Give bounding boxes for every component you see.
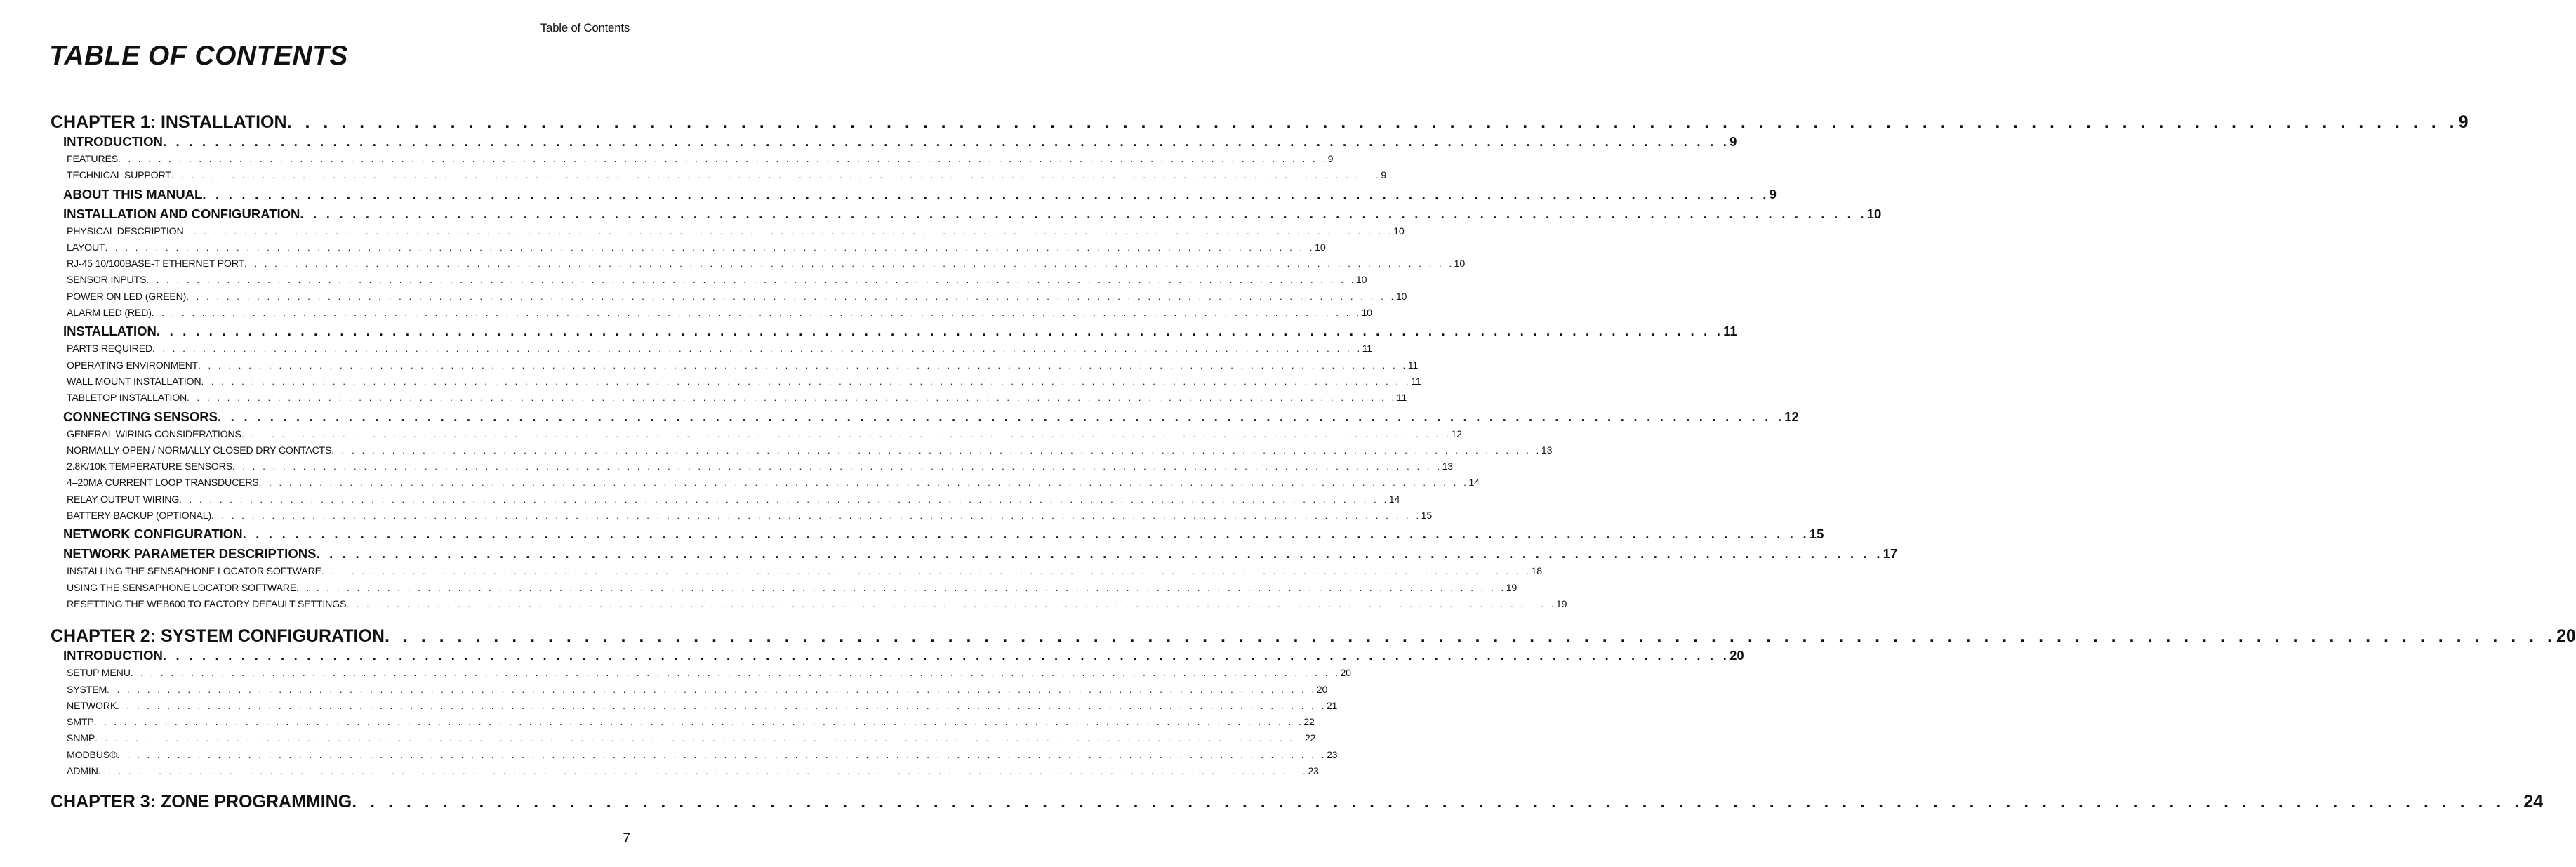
- page-title: TABLE OF CONTENTS: [49, 41, 348, 71]
- dot-leader: . . . . . . . . . . . . . . . . . . . . . . . . . . . . . . . . . . . . . . . . . . . . . . . . . . . . . . . . . . . . . . . . . . . . . . . . . . . . . . . . . . . . . . . . . . . . . . . . . . . . . . . . . . . . . . . . . . . . . . . .: [130, 668, 1341, 679]
- toc-entry-page: 11: [1407, 359, 1419, 371]
- dot-leader: . . . . . . . . . . . . . . . . . . . . . . . . . . . . . . . . . . . . . . . . . . . . . . . . . . . . . . . . . . . . . . . . . . . . . . . . . . . . . . . . . . . . . . . . . . . . . . . . . . . . . . . . . . . . . . . . . . . . . . . .: [152, 343, 1362, 355]
- running-header: Table of Contents: [540, 21, 630, 34]
- toc-item-entry[interactable]: [51, 510, 1433, 527]
- toc-entry-page: 20: [2556, 626, 2576, 647]
- dot-leader: . . . . . . . . . . . . . . . . . . . . . . . . . . . . . . . . . . . . . . . . . . . . . . . . . . . . . . . . . . . . . . . . . . . . . . . . . . . . . . . . . . . . . . . . . . . . . . . . . . . . . . . . . . . . . . . . . . . . . . . .: [117, 749, 1327, 760]
- dot-leader: . . . . . . . . . . . . . . . . . . . . . . . . . . . . . . . . . . . . . . . . . . . . . . . . . . . . . . . . . . . . . . . . . . . . . . . . . . . . . . . . . . . . . . . . . . . . . . . . . . . . . . . . . . . . . . . . . . . . . . . .: [217, 409, 1785, 424]
- toc-entry-page: 10: [1315, 241, 1326, 253]
- toc-entry-page: 19: [1555, 598, 1567, 610]
- toc-entry-label: MODBUS®: [67, 749, 117, 761]
- toc-entry-page: 24: [2523, 792, 2544, 812]
- toc-entry-label: TECHNICAL SUPPORT: [67, 170, 171, 182]
- toc-item-entry[interactable]: [51, 444, 1553, 461]
- toc-entry-label: SYSTEM: [67, 684, 107, 696]
- toc-entry-page: 12: [1451, 428, 1462, 440]
- toc-section-entry[interactable]: [51, 324, 1737, 343]
- toc-entry-label: LAYOUT: [67, 241, 105, 253]
- dot-leader: . . . . . . . . . . . . . . . . . . . . . . . . . . . . . . . . . . . . . . . . . . . . . . . . . . . . . . . . . . . . . . . . . . . . . . . . . . . . . . . . . . . . . . . . . . . . . . . . . . . . . . . . . . . . . . . . . . . . . . . .: [346, 598, 1556, 609]
- toc-entry-label: ABOUT THIS MANUAL: [63, 186, 203, 201]
- toc-entry-label: NETWORK PARAMETER DESCRIPTIONS: [63, 546, 317, 562]
- dot-leader: . . . . . . . . . . . . . . . . . . . . . . . . . . . . . . . . . . . . . . . . . . . . . . . . . . . . . . . . . . . . . . . . . . . . . . . . . . . . . . . . . . . . . . . . . . . . . . . . . . . . . . . . . . . . . . . . . . . . . . . .: [162, 134, 1730, 149]
- toc-entry-page: 10: [1866, 206, 1882, 221]
- toc-section-entry[interactable]: [51, 409, 1799, 429]
- toc-entry-page: 20: [1316, 684, 1328, 696]
- toc-item-entry[interactable]: [51, 258, 1466, 274]
- toc-entry-page: 9: [2458, 112, 2469, 132]
- toc-entry-label: GENERAL WIRING CONSIDERATIONS: [67, 428, 241, 440]
- toc-entry-label: BATTERY BACKUP (OPTIONAL): [67, 510, 212, 522]
- toc-entry-label: WALL MOUNT INSTALLATION: [67, 376, 201, 388]
- dot-leader: . . . . . . . . . . . . . . . . . . . . . . . . . . . . . . . . . . . . . . . . . . . . . . . . . . . . . . . . . . . . . . . . . . . . . . . . . . . . . . . . . . . . . . . . . . . . . . . . . . . . . . . . . . . . . . . . . . . . . . . .: [183, 225, 1394, 237]
- toc-entry-label: POWER ON LED (GREEN): [67, 291, 187, 303]
- toc-item-entry[interactable]: [51, 428, 1462, 445]
- toc-entry-label: SNMP: [67, 733, 95, 745]
- toc-entry-label: RJ-45 10/100BASE-T ETHERNET PORT: [67, 258, 245, 270]
- toc-entry-page: 20: [1729, 648, 1744, 663]
- toc-item-entry[interactable]: [51, 717, 1315, 733]
- dot-leader: . . . . . . . . . . . . . . . . . . . . . . . . . . . . . . . . . . . . . . . . . . . . . . . . . . . . . . . . . . . . . . . . . . . . . . . . . . . . . . . . . . . . . . . . . . . . . . . . . . . . . . . . . . . . . . . . . . . . . . . .: [95, 733, 1305, 744]
- dot-leader: . . . . . . . . . . . . . . . . . . . . . . . . . . . . . . . . . . . . . . . . . . . . . . . . . . . . . . . . . . . . . . . . . . . . . . . . . . . . . . . . . . . . . . . . . . . . . . . . . . . . . . . . . . . . . . . . . . . . . . . .: [117, 700, 1327, 711]
- toc-item-entry[interactable]: [51, 477, 1480, 494]
- dot-leader: . . . . . . . . . . . . . . . . . . . . . . . . . . . . . . . . . . . . . . . . . . . . . . . . . . . . . . . . . . . . . . . . . . . . . . . . . . . . . . . . . . . . . . . . . . . . . . . . . . . . . . . . . . . . . . . . . . . . . . . .: [93, 717, 1304, 728]
- dot-leader: . . . . . . . . . . . . . . . . . . . . . . . . . . . . . . . . . . . . . . . . . . . . . . . . . . . . . . . . . . . . . . . . . . . . . . . . . . . . . . . . . . . . . . . . . . . . . . . . . . . . . . . . . . . . . . . . . . . . . . . .: [201, 376, 1412, 387]
- toc-entry-page: 10: [1355, 274, 1367, 286]
- toc-entry-page: 10: [1361, 307, 1372, 319]
- dot-leader: . . . . . . . . . . . . . . . . . . . . . . . . . . . . . . . . . . . . . . . . . . . . . . . . . . . . . . . . . . . . . . . . . . . . . . . . . . . . . . . . . . . . . . . . . . . . . . . . . . . . . . . . . . . . . . . . . . . . . . . .: [118, 154, 1328, 164]
- toc-entry-page: 10: [1395, 291, 1407, 303]
- toc-item-entry[interactable]: [51, 154, 1334, 170]
- dot-leader: . . . . . . . . . . . . . . . . . . . . . . . . . . . . . . . . . . . . . . . . . . . . . . . . . . . . . . . . . . . . . . . . . . . . . . . . . . . . . . . . . . . . . . . . . . . . . . . . . . . . . . . . . . . . . . . . . . . . . . . .: [242, 527, 1810, 542]
- toc-item-entry[interactable]: [51, 307, 1372, 324]
- page-number: 7: [623, 831, 630, 846]
- toc-item-entry[interactable]: [51, 343, 1372, 359]
- toc-entry-label: PHYSICAL DESCRIPTION: [67, 225, 184, 237]
- dot-leader: . . . . . . . . . . . . . . . . . . . . . . . . . . . . . . . . . . . . . . . . . . . . . . . . . . . . . . . . . . . . . . . . . . . . . . . . . . . . . . . . . . . . . . . . . . . . . . . . . . . . . . . . . . . . . . . . . . . . . . . .: [156, 324, 1724, 339]
- toc-entry-label: 2.8K/10K TEMPERATURE SENSORS: [67, 461, 232, 473]
- dot-leader: . . . . . . . . . . . . . . . . . . . . . . . . . . . . . . . . . . . . . . . . . . . . . . . . . . . . . . . . . . . . . . . . . . . . . . . . . . . . . . . . . . . . . . . . . . . . . . . . . . . . . . . . . . . . . . . . . . . . . . . .: [286, 112, 2459, 132]
- toc-entry-page: 22: [1303, 717, 1315, 729]
- dot-leader: . . . . . . . . . . . . . . . . . . . . . . . . . . . . . . . . . . . . . . . . . . . . . . . . . . . . . . . . . . . . . . . . . . . . . . . . . . . . . . . . . . . . . . . . . . . . . . . . . . . . . . . . . . . . . . . . . . . . . . . .: [296, 582, 1506, 593]
- toc-item-entry[interactable]: [51, 376, 1421, 392]
- dot-leader: . . . . . . . . . . . . . . . . . . . . . . . . . . . . . . . . . . . . . . . . . . . . . . . . . . . . . . . . . . . . . . . . . . . . . . . . . . . . . . . . . . . . . . . . . . . . . . . . . . . . . . . . . . . . . . . . . . . . . . . .: [162, 648, 1730, 663]
- toc-section-entry[interactable]: [51, 648, 1744, 668]
- toc-entry-label: TABLETOP INSTALLATION: [67, 392, 187, 404]
- dot-leader: . . . . . . . . . . . . . . . . . . . . . . . . . . . . . . . . . . . . . . . . . . . . . . . . . . . . . . . . . . . . . . . . . . . . . . . . . . . . . . . . . . . . . . . . . . . . . . . . . . . . . . . . . . . . . . . . . . . . . . . .: [186, 291, 1396, 302]
- toc-chapter-entry[interactable]: [51, 626, 2576, 648]
- toc-entry-label: OPERATING ENVIRONMENT: [67, 359, 199, 371]
- toc-item-entry[interactable]: [51, 274, 1367, 291]
- toc-entry-label: SMTP: [67, 717, 94, 729]
- toc-entry-page: 15: [1421, 510, 1433, 522]
- dot-leader: . . . . . . . . . . . . . . . . . . . . . . . . . . . . . . . . . . . . . . . . . . . . . . . . . . . . . . . . . . . . . . . . . . . . . . . . . . . . . . . . . . . . . . . . . . . . . . . . . . . . . . . . . . . . . . . . . . . . . . . .: [321, 566, 1532, 577]
- toc-section-entry[interactable]: [51, 546, 1898, 566]
- dot-leader: . . . . . . . . . . . . . . . . . . . . . . . . . . . . . . . . . . . . . . . . . . . . . . . . . . . . . . . . . . . . . . . . . . . . . . . . . . . . . . . . . . . . . . . . . . . . . . . . . . . . . . . . . . . . . . . . . . . . . . . .: [211, 510, 1421, 522]
- dot-leader: . . . . . . . . . . . . . . . . . . . . . . . . . . . . . . . . . . . . . . . . . . . . . . . . . . . . . . . . . . . . . . . . . . . . . . . . . . . . . . . . . . . . . . . . . . . . . . . . . . . . . . . . . . . . . . . . . . . . . . . .: [316, 546, 1883, 562]
- dot-leader: . . . . . . . . . . . . . . . . . . . . . . . . . . . . . . . . . . . . . . . . . . . . . . . . . . . . . . . . . . . . . . . . . . . . . . . . . . . . . . . . . . . . . . . . . . . . . . . . . . . . . . . . . . . . . . . . . . . . . . . .: [146, 274, 1356, 286]
- dot-leader: . . . . . . . . . . . . . . . . . . . . . . . . . . . . . . . . . . . . . . . . . . . . . . . . . . . . . . . . . . . . . . . . . . . . . . . . . . . . . . . . . . . . . . . . . . . . . . . . . . . . . . . . . . . . . . . . . . . . . . . .: [107, 684, 1317, 695]
- toc-entry-page: 21: [1326, 700, 1338, 712]
- dot-leader: . . . . . . . . . . . . . . . . . . . . . . . . . . . . . . . . . . . . . . . . . . . . . . . . . . . . . . . . . . . . . . . . . . . . . . . . . . . . . . . . . . . . . . . . . . . . . . . . . . . . . . . . . . . . . . . . . . . . . . . .: [300, 206, 1867, 221]
- dot-leader: . . . . . . . . . . . . . . . . . . . . . . . . . . . . . . . . . . . . . . . . . . . . . . . . . . . . . . . . . . . . . . . . . . . . . . . . . . . . . . . . . . . . . . . . . . . . . . . . . . . . . . . . . . . . . . . . . . . . . . . .: [198, 359, 1408, 371]
- dot-leader: . . . . . . . . . . . . . . . . . . . . . . . . . . . . . . . . . . . . . . . . . . . . . . . . . . . . . . . . . . . . . . . . . . . . . . . . . . . . . . . . . . . . . . . . . . . . . . . . . . . . . . . . . . . . . . . . . . . . . . . .: [202, 186, 1770, 201]
- toc-entry-label: USING THE SENSAPHONE LOCATOR SOFTWARE: [67, 582, 297, 594]
- toc-entry-page: 15: [1809, 527, 1824, 542]
- toc-entry-page: 10: [1454, 258, 1466, 270]
- toc-entry-page: 23: [1326, 749, 1338, 761]
- toc-entry-page: 11: [1396, 392, 1407, 404]
- toc-entry-page: 14: [1468, 477, 1480, 489]
- toc-entry-page: 9: [1327, 154, 1334, 165]
- toc-entry-label: INTRODUCTION: [63, 648, 163, 663]
- toc-entry-label: RESETTING THE WEB600 TO FACTORY DEFAULT SETTINGS: [67, 598, 347, 610]
- toc-section-entry[interactable]: [51, 527, 1824, 546]
- toc-entry-page: 12: [1784, 409, 1799, 424]
- toc-entry-page: 14: [1388, 494, 1400, 505]
- toc-entry-page: 9: [1729, 134, 1737, 149]
- dot-leader: . . . . . . . . . . . . . . . . . . . . . . . . . . . . . . . . . . . . . . . . . . . . . . . . . . . . . . . . . . . . . . . . . . . . . . . . . . . . . . . . . . . . . . . . . . . . . . . . . . . . . . . . . . . . . . . . . . . . . . . .: [258, 477, 1469, 489]
- toc-chapter-entry[interactable]: [51, 792, 2544, 814]
- toc-item-entry[interactable]: [51, 461, 1453, 477]
- toc-item-entry[interactable]: [51, 582, 1518, 599]
- toc-entry-label: NETWORK: [67, 700, 117, 712]
- dot-leader: . . . . . . . . . . . . . . . . . . . . . . . . . . . . . . . . . . . . . . . . . . . . . . . . . . . . . . . . . . . . . . . . . . . . . . . . . . . . . . . . . . . . . . . . . . . . . . . . . . . . . . . . . . . . . . . . . . . . . . . .: [98, 766, 1308, 777]
- toc-entry-label: 4–20MA CURRENT LOOP TRANSDUCERS: [67, 477, 259, 489]
- toc-entry-label: CHAPTER 1: INSTALLATION: [51, 112, 287, 132]
- toc-item-entry[interactable]: [51, 700, 1338, 717]
- dot-leader: . . . . . . . . . . . . . . . . . . . . . . . . . . . . . . . . . . . . . . . . . . . . . . . . . . . . . . . . . . . . . . . . . . . . . . . . . . . . . . . . . . . . . . . . . . . . . . . . . . . . . . . . . . . . . . . . . . . . . . . .: [187, 392, 1397, 404]
- toc-entry-label: FEATURES: [67, 154, 119, 165]
- toc-entry-page: 10: [1393, 225, 1405, 237]
- toc-entry-page: 19: [1506, 582, 1518, 594]
- dot-leader: . . . . . . . . . . . . . . . . . . . . . . . . . . . . . . . . . . . . . . . . . . . . . . . . . . . . . . . . . . . . . . . . . . . . . . . . . . . . . . . . . . . . . . . . . . . . . . . . . . . . . . . . . . . . . . . . . . . . . . . .: [151, 307, 1362, 319]
- toc-entry-label: ADMIN: [67, 766, 98, 778]
- table-of-contents: [51, 112, 2576, 814]
- toc-entry-label: INSTALLATION: [63, 324, 157, 339]
- toc-item-entry[interactable]: [51, 241, 1326, 258]
- toc-entry-label: SETUP MENU: [67, 668, 131, 680]
- toc-entry-label: CHAPTER 2: SYSTEM CONFIGURATION: [51, 626, 385, 647]
- toc-entry-label: INTRODUCTION: [63, 134, 163, 149]
- toc-item-entry[interactable]: [51, 494, 1400, 510]
- toc-item-entry[interactable]: [51, 359, 1419, 376]
- toc-item-entry[interactable]: [51, 749, 1338, 766]
- toc-entry-page: 13: [1442, 461, 1453, 473]
- dot-leader: . . . . . . . . . . . . . . . . . . . . . . . . . . . . . . . . . . . . . . . . . . . . . . . . . . . . . . . . . . . . . . . . . . . . . . . . . . . . . . . . . . . . . . . . . . . . . . . . . . . . . . . . . . . . . . . . . . . . . . . .: [331, 444, 1541, 456]
- toc-entry-page: 11: [1411, 376, 1421, 388]
- toc-item-entry[interactable]: [51, 598, 1567, 615]
- toc-item-entry[interactable]: [51, 684, 1328, 701]
- toc-entry-label: CHAPTER 3: ZONE PROGRAMMING: [51, 792, 352, 812]
- toc-section-entry[interactable]: [51, 186, 1777, 206]
- toc-item-entry[interactable]: [51, 392, 1407, 409]
- toc-item-entry[interactable]: [51, 733, 1316, 749]
- dot-leader: . . . . . . . . . . . . . . . . . . . . . . . . . . . . . . . . . . . . . . . . . . . . . . . . . . . . . . . . . . . . . . . . . . . . . . . . . . . . . . . . . . . . . . . . . . . . . . . . . . . . . . . . . . . . . . . . . . . . . . . .: [352, 792, 2524, 812]
- dot-leader: . . . . . . . . . . . . . . . . . . . . . . . . . . . . . . . . . . . . . . . . . . . . . . . . . . . . . . . . . . . . . . . . . . . . . . . . . . . . . . . . . . . . . . . . . . . . . . . . . . . . . . . . . . . . . . . . . . . . . . . .: [244, 258, 1454, 270]
- toc-entry-page: 9: [1381, 170, 1387, 182]
- toc-item-entry[interactable]: [51, 170, 1387, 186]
- dot-leader: . . . . . . . . . . . . . . . . . . . . . . . . . . . . . . . . . . . . . . . . . . . . . . . . . . . . . . . . . . . . . . . . . . . . . . . . . . . . . . . . . . . . . . . . . . . . . . . . . . . . . . . . . . . . . . . . . . . . . . . .: [171, 170, 1381, 181]
- toc-entry-label: SENSOR INPUTS: [67, 274, 147, 286]
- dot-leader: . . . . . . . . . . . . . . . . . . . . . . . . . . . . . . . . . . . . . . . . . . . . . . . . . . . . . . . . . . . . . . . . . . . . . . . . . . . . . . . . . . . . . . . . . . . . . . . . . . . . . . . . . . . . . . . . . . . . . . . .: [232, 461, 1442, 472]
- toc-entry-page: 9: [1769, 186, 1777, 201]
- toc-entry-page: 13: [1541, 444, 1553, 456]
- toc-item-entry[interactable]: [51, 766, 1319, 782]
- dot-leader: . . . . . . . . . . . . . . . . . . . . . . . . . . . . . . . . . . . . . . . . . . . . . . . . . . . . . . . . . . . . . . . . . . . . . . . . . . . . . . . . . . . . . . . . . . . . . . . . . . . . . . . . . . . . . . . . . . . . . . . .: [384, 626, 2556, 647]
- toc-entry-label: INSTALLATION AND CONFIGURATION: [63, 206, 300, 221]
- toc-entry-label: NORMALLY OPEN / NORMALLY CLOSED DRY CONTACTS: [67, 444, 332, 456]
- dot-leader: . . . . . . . . . . . . . . . . . . . . . . . . . . . . . . . . . . . . . . . . . . . . . . . . . . . . . . . . . . . . . . . . . . . . . . . . . . . . . . . . . . . . . . . . . . . . . . . . . . . . . . . . . . . . . . . . . . . . . . . .: [179, 494, 1389, 505]
- toc-entry-page: 20: [1340, 668, 1351, 680]
- toc-item-entry[interactable]: [51, 668, 1351, 684]
- toc-entry-page: 11: [1362, 343, 1372, 355]
- toc-section-entry[interactable]: [51, 134, 1737, 154]
- dot-leader: . . . . . . . . . . . . . . . . . . . . . . . . . . . . . . . . . . . . . . . . . . . . . . . . . . . . . . . . . . . . . . . . . . . . . . . . . . . . . . . . . . . . . . . . . . . . . . . . . . . . . . . . . . . . . . . . . . . . . . . .: [105, 241, 1315, 253]
- toc-entry-label: CONNECTING SENSORS: [63, 409, 218, 424]
- toc-entry-page: 18: [1531, 566, 1542, 578]
- toc-item-entry[interactable]: [51, 225, 1405, 242]
- toc-item-entry[interactable]: [51, 291, 1407, 307]
- toc-entry-label: ALARM LED (RED): [67, 307, 152, 319]
- dot-leader: . . . . . . . . . . . . . . . . . . . . . . . . . . . . . . . . . . . . . . . . . . . . . . . . . . . . . . . . . . . . . . . . . . . . . . . . . . . . . . . . . . . . . . . . . . . . . . . . . . . . . . . . . . . . . . . . . . . . . . . .: [241, 428, 1452, 439]
- toc-entry-label: NETWORK CONFIGURATION: [63, 527, 243, 542]
- toc-entry-label: INSTALLING THE SENSAPHONE LOCATOR SOFTWARE: [67, 566, 321, 578]
- toc-entry-page: 11: [1723, 324, 1737, 339]
- toc-entry-label: PARTS REQUIRED: [67, 343, 153, 355]
- toc-entry-page: 17: [1883, 546, 1898, 562]
- toc-section-entry[interactable]: [51, 206, 1882, 226]
- toc-entry-label: RELAY OUTPUT WIRING: [67, 494, 180, 505]
- toc-item-entry[interactable]: [51, 566, 1542, 582]
- toc-entry-page: 22: [1304, 733, 1316, 745]
- toc-entry-page: 23: [1308, 766, 1319, 778]
- toc-chapter-entry[interactable]: [51, 112, 2469, 134]
